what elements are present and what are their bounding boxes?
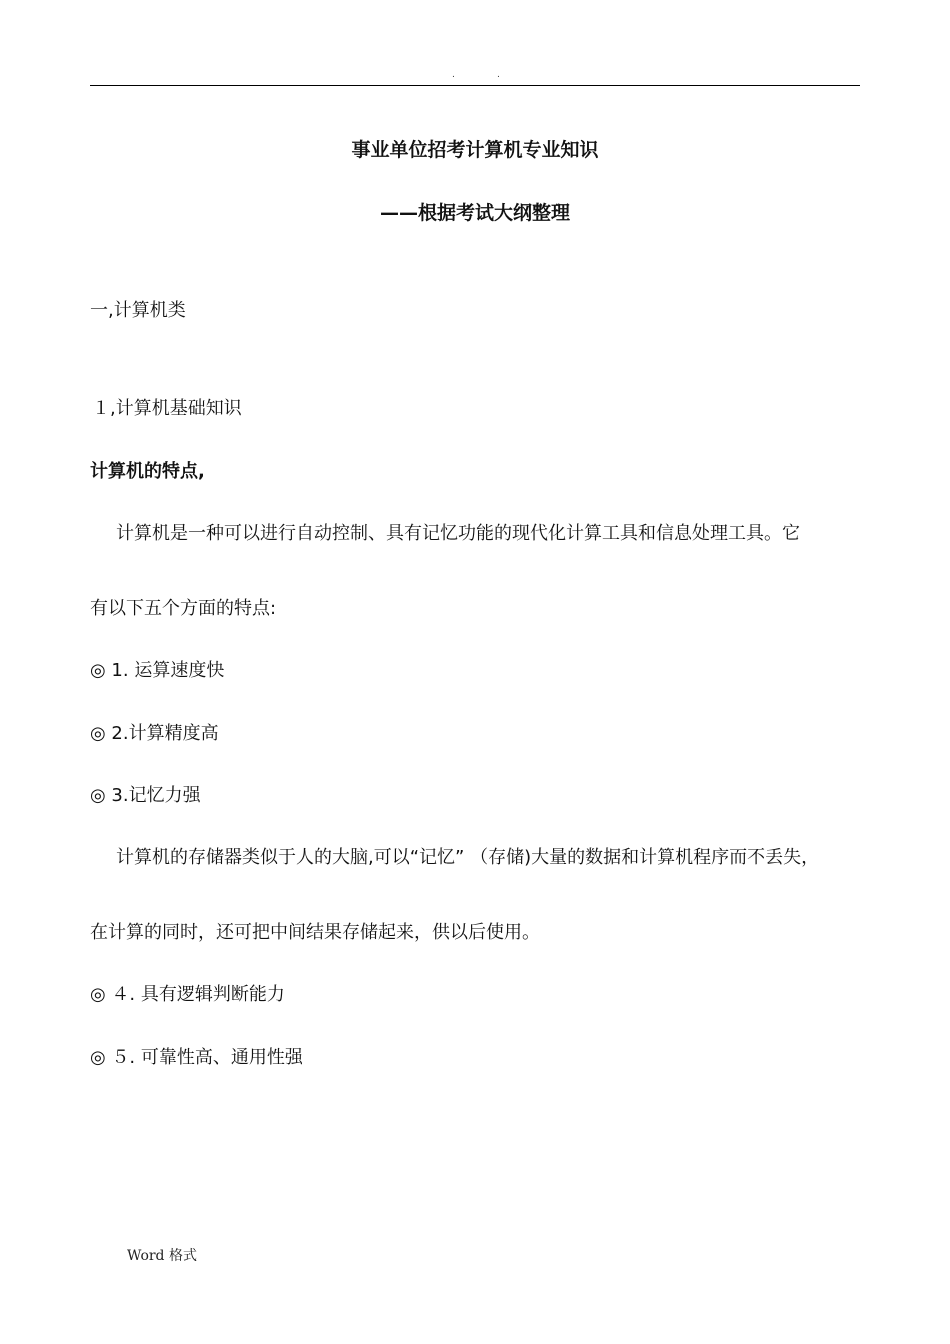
- header-marks: [445, 70, 515, 80]
- features-heading: 计算机的特点,: [90, 461, 205, 482]
- intro-paragraph-line-2: 有以下五个方面的特点:: [90, 598, 277, 619]
- memory-paragraph-line-2: 在计算的同时，还可把中间结果存储起来，供以后使用。: [90, 922, 540, 943]
- header-dot-left: .: [452, 70, 455, 80]
- intro-paragraph-line-1: 计算机是一种可以进行自动控制、具有记忆功能的现代化计算工具和信息处理工具。它: [116, 523, 800, 544]
- subsection-heading: １,计算机基础知识: [92, 398, 242, 419]
- feature-item-5: ◎ ５. 可靠性高、通用性强: [90, 1047, 303, 1068]
- header-rule: [90, 85, 860, 86]
- header-dot-right: .: [497, 70, 500, 80]
- feature-item-3: ◎ 3.记忆力强: [90, 785, 201, 806]
- document-title: 事业单位招考计算机专业知识: [351, 139, 599, 161]
- section-heading: 一,计算机类: [90, 300, 186, 321]
- feature-item-1: ◎ 1. 运算速度快: [90, 660, 225, 681]
- feature-item-2: ◎ 2.计算精度高: [90, 723, 219, 744]
- document-subtitle: ——根据考试大纲整理: [379, 202, 570, 224]
- feature-item-4: ◎ ４. 具有逻辑判断能力: [90, 984, 285, 1005]
- footer-label: Word 格式: [127, 1248, 197, 1264]
- memory-paragraph-line-1: 计算机的存储器类似于人的大脑,可以“记忆” （存储)大量的数据和计算机程序而不丢失，: [116, 847, 820, 868]
